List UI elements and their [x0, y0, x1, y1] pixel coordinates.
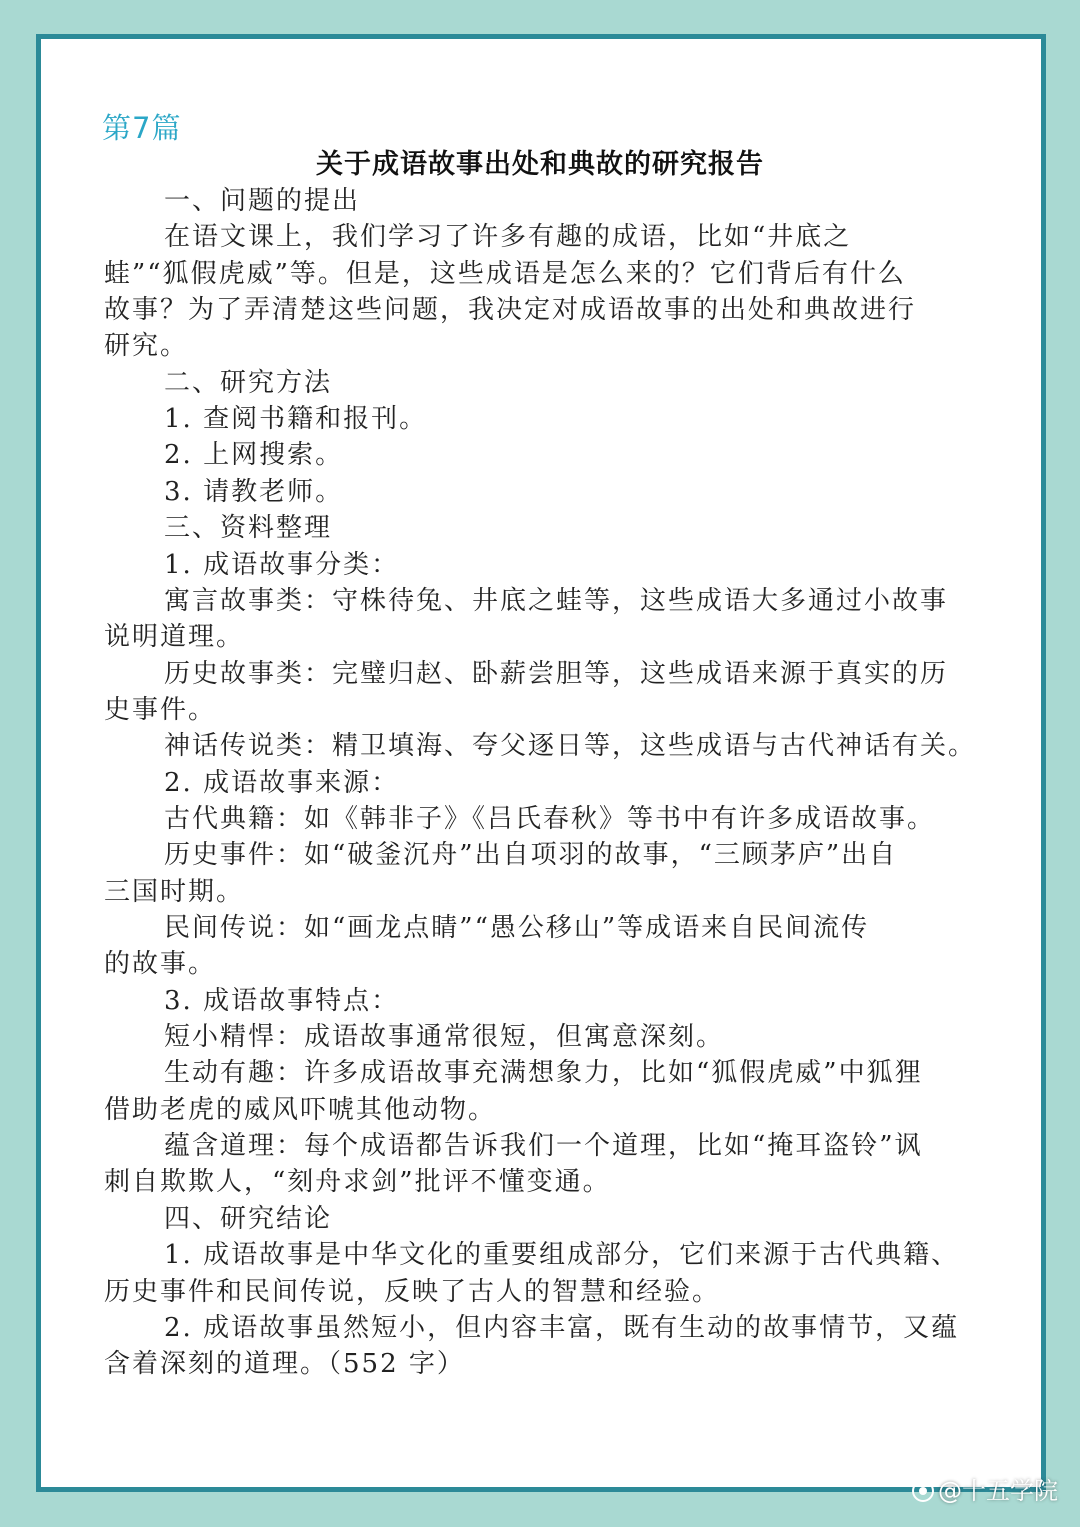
- text-line: 生动有趣：许多成语故事充满想象力，比如“狐假虎威”中狐狸: [164, 1058, 923, 1088]
- document-title: 关于成语故事出处和典故的研究报告: [316, 149, 764, 180]
- text-line: 研究。: [104, 331, 189, 361]
- text-line: 二、研究方法: [164, 368, 333, 398]
- text-line: 刺自欺欺人，“刻舟求剑”批评不懂变通。: [104, 1167, 611, 1197]
- text-line: 2. 上网搜索。: [164, 440, 344, 470]
- text-line: 四、研究结论: [164, 1204, 333, 1234]
- text-line: 在语文课上，我们学习了许多有趣的成语，比如“井底之: [164, 222, 852, 252]
- text-line: 古代典籍：如《韩非子》《吕氏春秋》等书中有许多成语故事。: [164, 804, 936, 834]
- text-line: 2. 成语故事虽然短小，但内容丰富，既有生动的故事情节，又蕴: [164, 1313, 960, 1343]
- text-line: 含着深刻的道理。（552 字）: [104, 1349, 465, 1379]
- paw-logo-icon: [912, 1480, 934, 1502]
- text-line: 历史事件和民间传说，反映了古人的智慧和经验。: [104, 1277, 721, 1307]
- text-line: 1. 成语故事分类：: [164, 550, 400, 580]
- text-line: 2. 成语故事来源：: [164, 768, 400, 798]
- page-label: 第7篇: [102, 111, 182, 145]
- text-line: 蛙”“狐假虎威”等。但是，这些成语是怎么来的？它们背后有什么: [104, 259, 906, 289]
- text-line: 民间传说：如“画龙点睛”“愚公移山”等成语来自民间流传: [164, 913, 870, 943]
- text-line: 蕴含道理：每个成语都告诉我们一个道理，比如“掩耳盗铃”讽: [164, 1131, 923, 1161]
- text-line: 短小精悍：成语故事通常很短，但寓意深刻。: [164, 1022, 725, 1052]
- text-line: 神话传说类：精卫填海、夸父逐日等，这些成语与古代神话有关。: [164, 731, 977, 761]
- text-line: 说明道理。: [104, 622, 245, 652]
- text-line: 史事件。: [104, 695, 217, 725]
- text-line: 历史事件：如“破釜沉舟”出自项羽的故事，“三顾茅庐”出自: [164, 840, 898, 870]
- text-line: 一、问题的提出: [164, 186, 361, 216]
- text-line: 故事？为了弄清楚这些问题，我决定对成语故事的出处和典故进行: [104, 295, 917, 325]
- text-line: 3. 成语故事特点：: [164, 986, 400, 1016]
- text-line: 1. 成语故事是中华文化的重要组成部分，它们来源于古代典籍、: [164, 1240, 960, 1270]
- text-line: 三、资料整理: [164, 513, 333, 543]
- watermark: [912, 1475, 1058, 1507]
- text-line: 历史故事类：完璧归赵、卧薪尝胆等，这些成语来源于真实的历: [164, 659, 949, 689]
- text-line: 1. 查阅书籍和报刊。: [164, 404, 428, 434]
- text-line: 寓言故事类：守株待兔、井底之蛙等，这些成语大多通过小故事: [164, 586, 949, 616]
- watermark-text: @十五学院: [938, 1477, 1058, 1505]
- text-line: 的故事。: [104, 949, 217, 979]
- text-line: 借助老虎的威风吓唬其他动物。: [104, 1095, 497, 1125]
- text-line: 三国时期。: [104, 877, 245, 907]
- text-line: 3. 请教老师。: [164, 477, 344, 507]
